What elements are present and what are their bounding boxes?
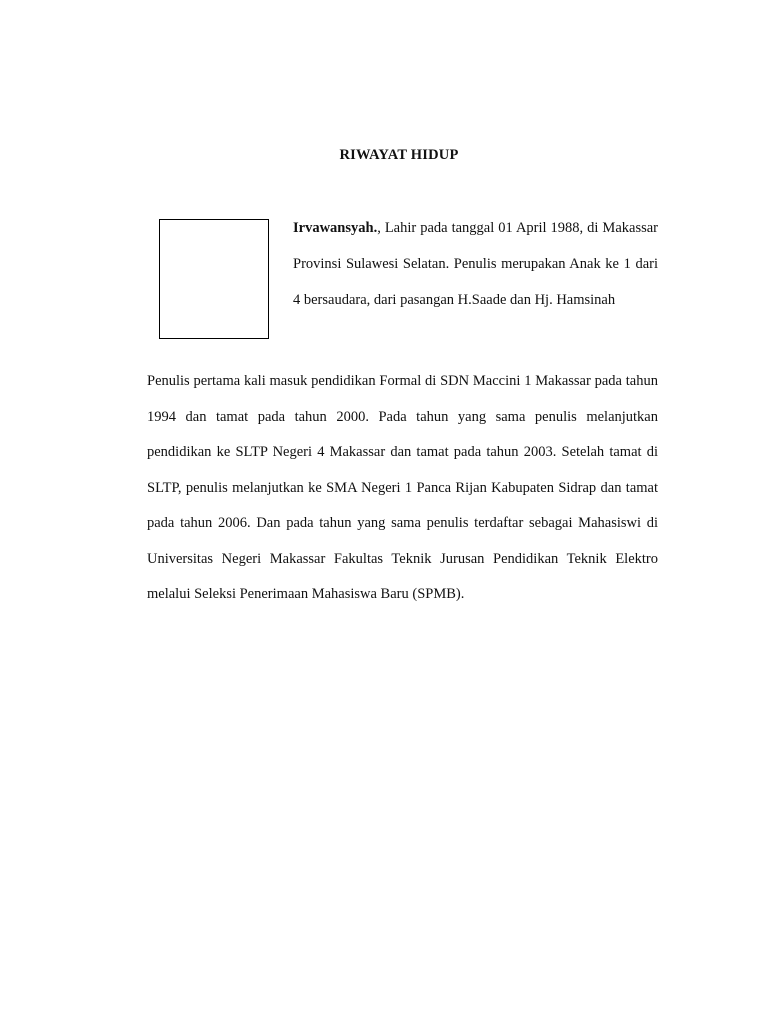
author-name: Irvawansyah. <box>293 220 378 236</box>
photo-placeholder <box>159 219 269 339</box>
intro-text: , Lahir pada tanggal 01 April 1988, di Makassar Provinsi Sulawesi Selatan. Penulis merupakan Anak ke 1 dari 4 bersaudara, dari pasangan H.Saade dan Hj. Hamsinah <box>293 220 658 308</box>
page-title: RIWAYAT HIDUP <box>339 147 459 163</box>
intro-paragraph <box>293 210 658 318</box>
biography-paragraph: Penulis pertama kali masuk pendidikan Formal di SDN Maccini 1 Makassar pada tahun 1994 dan tamat pada tahun 2000. Pada tahun yang sama penulis melanjutkan pendidikan ke SLTP Negeri 4 Makassar dan tamat pada tahun 2003. Setelah tamat di SLTP, penulis melanjutkan ke SMA Negeri 1 Panca Rijan Kabupaten Sidrap dan tamat pada tahun 2006. Dan pada tahun yang sama penulis terdaftar sebagai Mahasiswi di Universitas Negeri Makassar Fakultas Teknik Jurusan Pendidikan Teknik Elektro melalui Seleksi Penerimaan Mahasiswa Baru (SPMB). <box>147 373 658 602</box>
